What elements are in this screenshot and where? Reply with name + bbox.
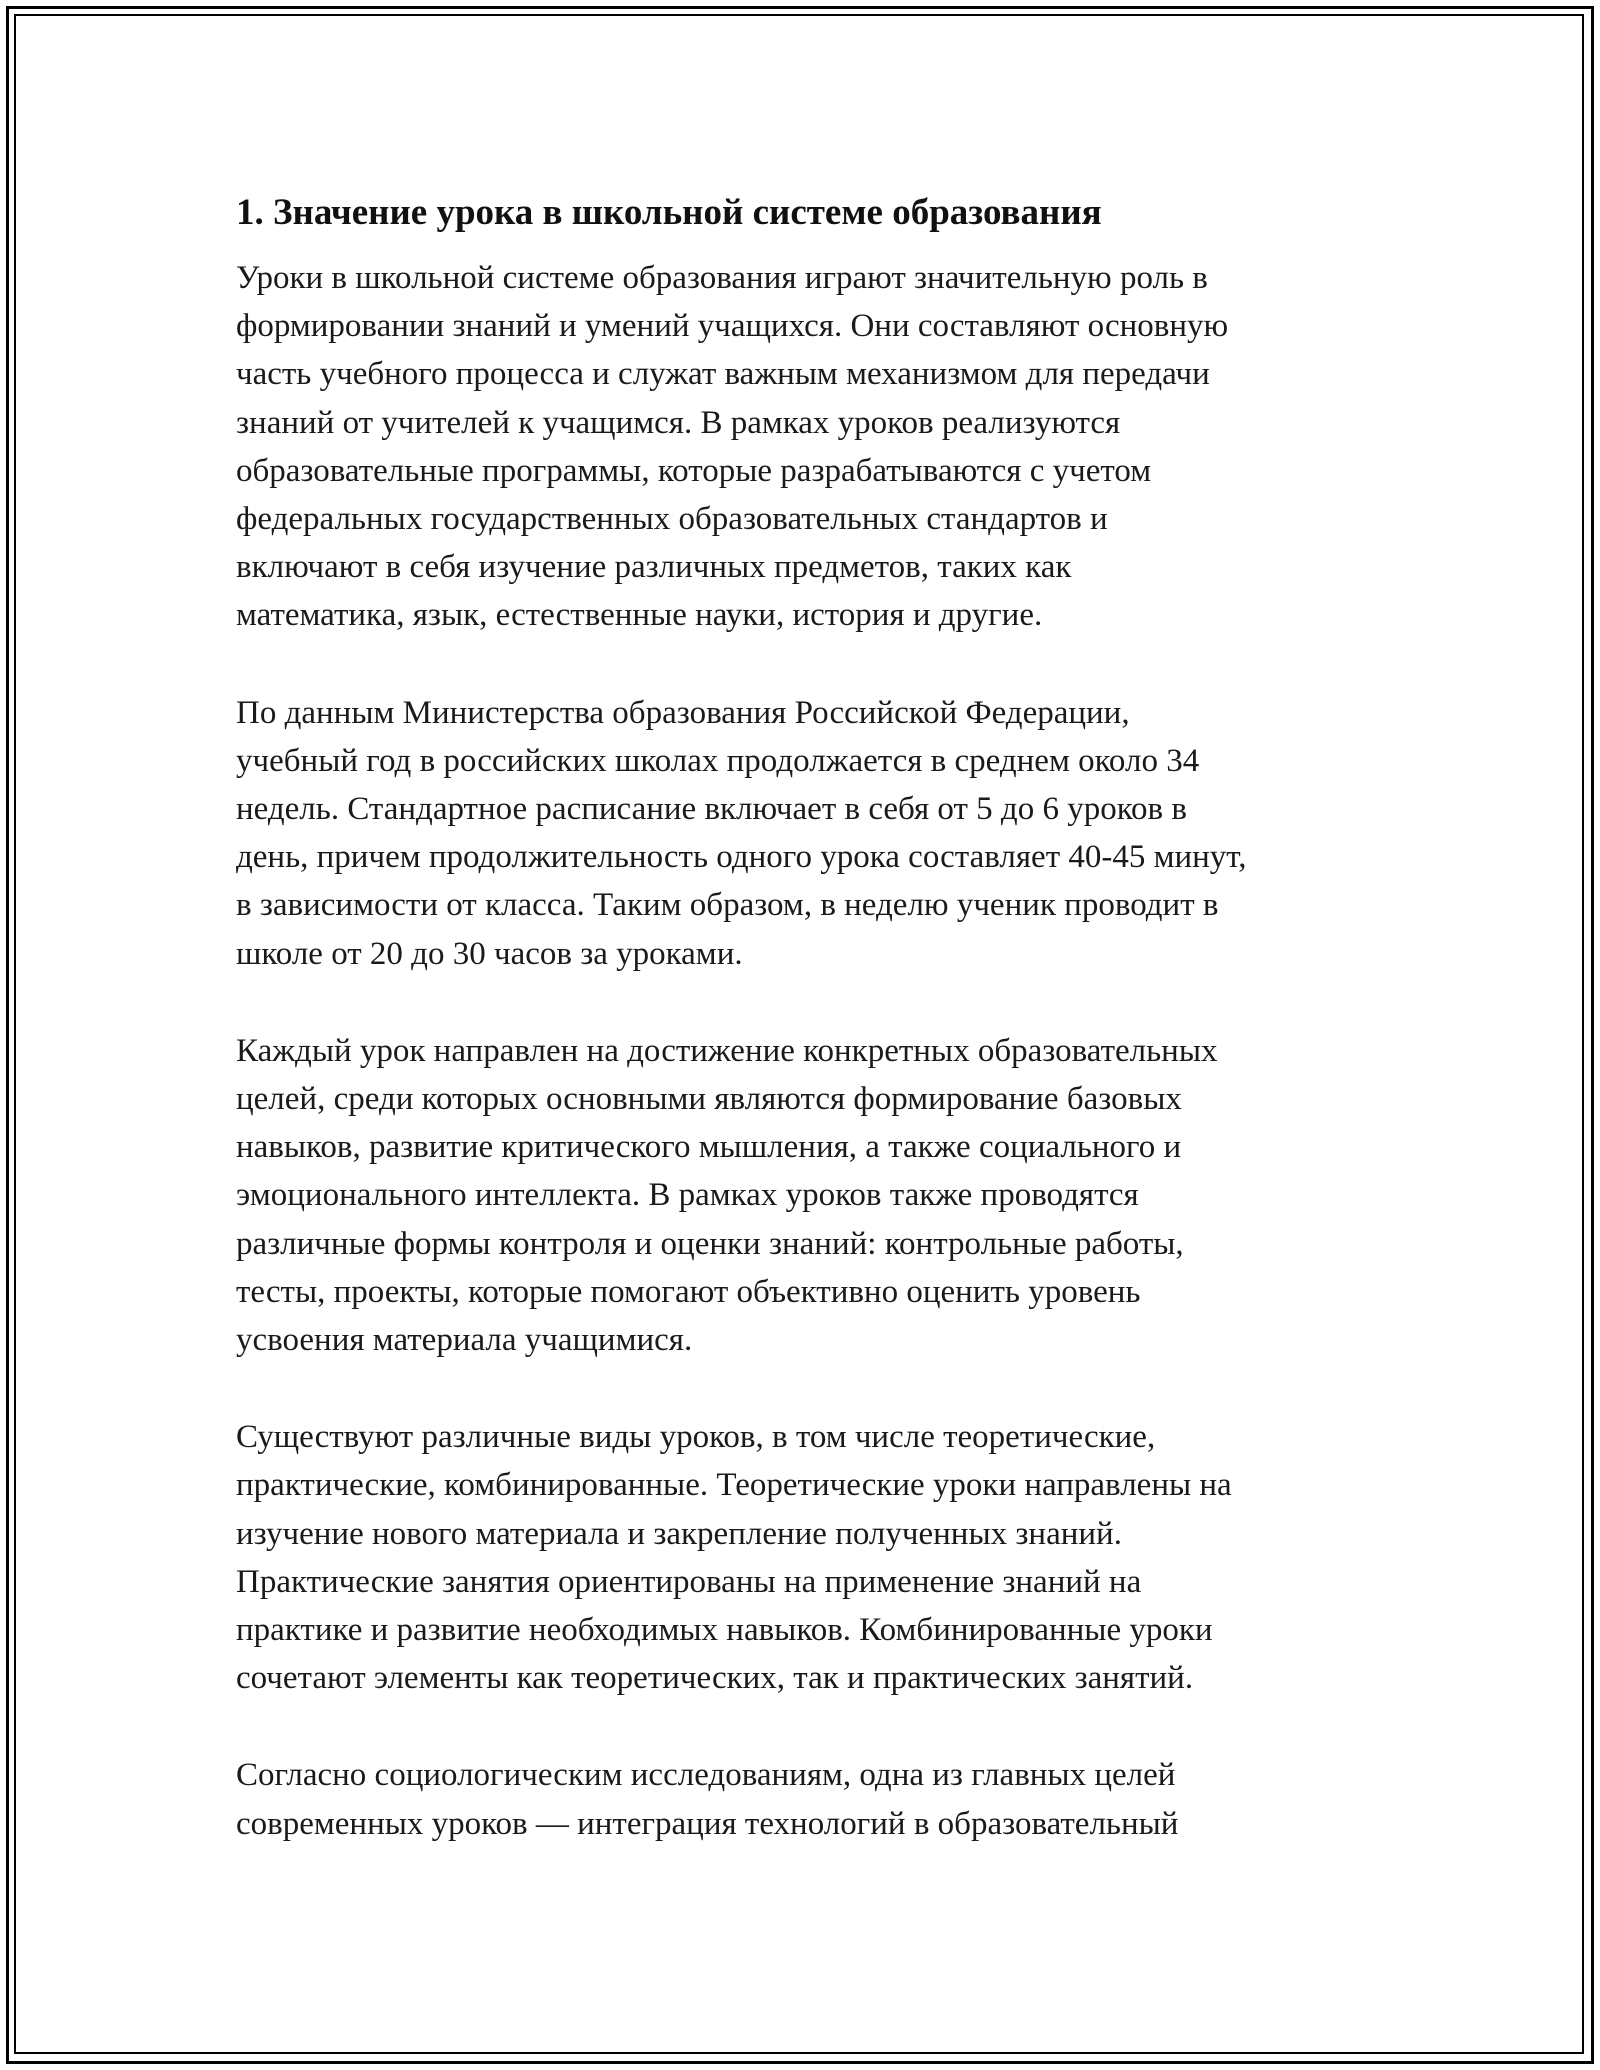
paragraph-lesson-goals: Каждый урок направлен на достижение конкретных образовательных целей, среди которых основными являются формирование базовых навыков, развитие критического мышления, а также социального и эмоционального интеллекта. В рамках уроков также проводятся различные формы контроля и оценки знаний: контрольные работы, тесты, проекты, которые помогают объективно оценить уровень усвоения материала учащимися. (236, 1032, 1218, 1359)
section-heading: 1. Значение урока в школьной системе образования (236, 192, 1102, 233)
paragraph-lesson-types: Существуют различные виды уроков, в том числе теоретические, практические, комбинированные. Теоретические уроки направлены на изучение нового материала и закрепление полученных знаний. Практические занятия ориентированы на применение знаний на практике и развитие необходимых навыков. Комбинированные уроки сочетают элементы как теоретических, так и практических занятий. (236, 1419, 1232, 1697)
paragraph-ministry-data: По данным Министерства образования Российской Федерации, учебный год в российских школах продолжается в среднем около 34 недель. Стандартное расписание включает в себя от 5 до 6 уроков в день, причем продолжительность одного урока составляет 40-45 минут, в зависимости от класса. Таким образом, в неделю ученик проводит в школе от 20 до 30 часов за уроками. (236, 694, 1247, 972)
paragraph-technology-integration: Согласно социологическим исследованиям, одна из главных целей современных уроков — интеграция технологий в образовательный (236, 1757, 1179, 1842)
document-page (236, 188, 1386, 1897)
paragraph-lessons-role: Уроки в школьной системе образования играют значительную роль в формировании знаний и умений учащихся. Они составляют основную часть учебного процесса и служат важным механизмом для передачи знаний от учителей к учащимся. В рамках уроков реализуются образовательные программы, которые разрабатываются с учетом федеральных государственных образовательных стандартов и включают в себя изучение различных предметов, таких как математика, язык, естественные науки, история и другие. (236, 260, 1229, 634)
